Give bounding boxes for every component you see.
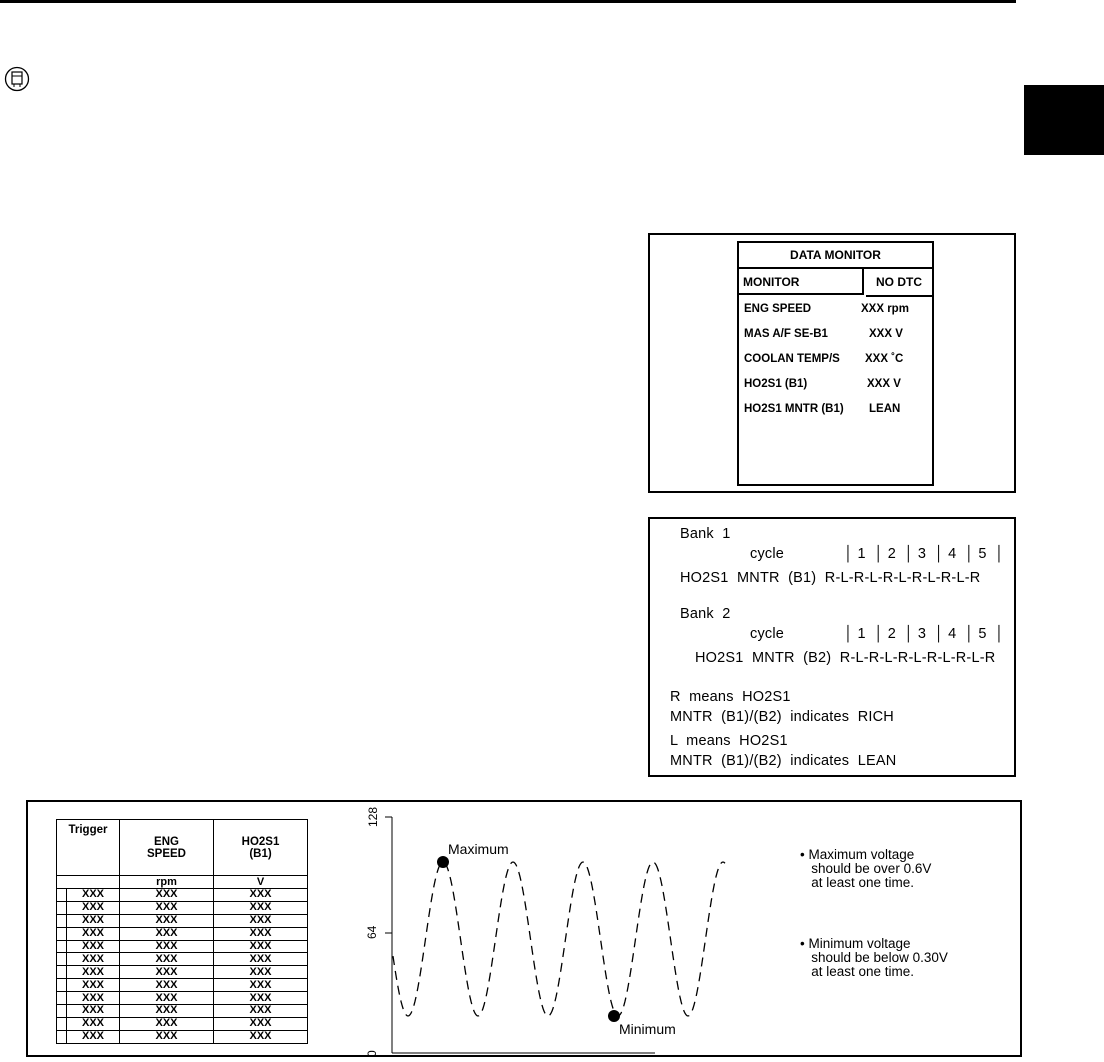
ho2s1-waveform-chart: [355, 805, 655, 1055]
bank2-cycle-label: cycle: [750, 626, 785, 642]
table-cell-ho2s1: XXX: [214, 914, 308, 927]
ho2s1-header: HO2S1 (B1): [214, 820, 308, 876]
table-cell-trigger: XXX: [67, 1005, 120, 1018]
bank2-cycle-numbers: │ 1 │ 2 │ 3 │ 4 │ 5 │: [844, 626, 1005, 642]
table-cell-eng: XXX: [120, 1005, 214, 1018]
y-tick-label-0: 0: [365, 1050, 379, 1057]
data-monitor-title: DATA MONITOR: [739, 243, 932, 269]
monitor-item-value: LEAN: [869, 403, 901, 415]
table-cell-eng: XXX: [120, 940, 214, 953]
table-cell-trigger: XXX: [67, 979, 120, 992]
bank1-mntr-sequence: HO2S1 MNTR (B1) R-L-R-L-R-L-R-L-R-L-R: [680, 570, 981, 586]
section-tab: [1024, 85, 1104, 155]
monitor-item-value: XXX V: [869, 328, 903, 340]
ecm-connector-icon: [4, 66, 30, 92]
table-row-marker: [57, 1005, 67, 1018]
lean-legend-line1: L means HO2S1: [670, 733, 788, 749]
table-cell-ho2s1: XXX: [214, 927, 308, 940]
table-cell-ho2s1: XXX: [214, 889, 308, 902]
table-cell-trigger: XXX: [67, 914, 120, 927]
freeze-frame-table: [56, 819, 308, 1044]
monitor-item-value: XXX rpm: [861, 303, 909, 315]
bank2-mntr-sequence: HO2S1 MNTR (B2) R-L-R-L-R-L-R-L-R-L-R: [695, 650, 996, 666]
table-row: [57, 914, 308, 927]
table-cell-ho2s1: XXX: [214, 901, 308, 914]
maximum-voltage-note: • Maximum voltage should be over 0.6V at least one time.: [800, 847, 932, 890]
table-cell-trigger: XXX: [67, 1030, 120, 1043]
table-row-marker: [57, 940, 67, 953]
table-cell-eng: XXX: [120, 953, 214, 966]
table-cell-ho2s1: XXX: [214, 1017, 308, 1030]
top-rule: [0, 0, 1016, 3]
table-cell-ho2s1: XXX: [214, 953, 308, 966]
bank2-label: Bank 2: [680, 606, 731, 622]
lean-legend-line2: MNTR (B1)/(B2) indicates LEAN: [670, 753, 897, 769]
monitor-header: MONITOR: [739, 269, 864, 295]
table-row: [57, 979, 308, 992]
table-cell-ho2s1: XXX: [214, 1030, 308, 1043]
table-cell-eng: XXX: [120, 979, 214, 992]
table-cell-eng: XXX: [120, 966, 214, 979]
table-row: [57, 1005, 308, 1018]
table-row: [57, 953, 308, 966]
table-cell-trigger: XXX: [67, 966, 120, 979]
bank1-cycle-numbers: │ 1 │ 2 │ 3 │ 4 │ 5 │: [844, 546, 1005, 562]
monitor-item-name: COOLAN TEMP/S: [744, 353, 840, 365]
table-row-marker: [57, 889, 67, 902]
data-monitor-screen: [737, 241, 934, 486]
table-cell-ho2s1: XXX: [214, 966, 308, 979]
table-row: [57, 992, 308, 1005]
table-cell-eng: XXX: [120, 1030, 214, 1043]
no-dtc-header: NO DTC: [866, 269, 932, 297]
y-tick-label-64: 64: [365, 925, 379, 939]
rich-legend-line2: MNTR (B1)/(B2) indicates RICH: [670, 709, 894, 725]
table-cell-eng: XXX: [120, 914, 214, 927]
table-cell-eng: XXX: [120, 889, 214, 902]
table-row-marker: [57, 966, 67, 979]
trigger-unit-cell: [57, 876, 120, 889]
waveform-line-right: [655, 862, 725, 1016]
table-row-marker: [57, 979, 67, 992]
table-cell-ho2s1: XXX: [214, 1005, 308, 1018]
table-cell-eng: XXX: [120, 927, 214, 940]
table-cell-trigger: XXX: [67, 889, 120, 902]
table-row: [57, 889, 308, 902]
table-cell-eng: XXX: [120, 901, 214, 914]
ho2s1-waveform-chart-right: [619, 805, 1025, 1055]
table-cell-ho2s1: XXX: [214, 979, 308, 992]
y-tick-label-128: 128: [366, 806, 380, 827]
bank1-cycle-label: cycle: [750, 546, 785, 562]
table-cell-trigger: XXX: [67, 940, 120, 953]
bank1-label: Bank 1: [680, 526, 731, 542]
table-cell-eng: XXX: [120, 1017, 214, 1030]
monitor-item-value: XXX V: [867, 378, 901, 390]
table-cell-trigger: XXX: [67, 992, 120, 1005]
table-row: [57, 901, 308, 914]
table-row-marker: [57, 1017, 67, 1030]
table-cell-ho2s1: XXX: [214, 992, 308, 1005]
monitor-item-value: XXX ˚C: [865, 353, 904, 365]
bank-cycle-figure: [648, 517, 1016, 777]
table-row-marker: [57, 927, 67, 940]
table-row: [57, 940, 308, 953]
table-cell-trigger: XXX: [67, 953, 120, 966]
table-cell-trigger: XXX: [67, 927, 120, 940]
maximum-point: [437, 856, 449, 868]
table-cell-trigger: XXX: [67, 1017, 120, 1030]
eng-speed-header: ENG SPEED: [120, 820, 214, 876]
table-row-marker: [57, 914, 67, 927]
trigger-header: Trigger: [57, 820, 120, 876]
waveform-line: [393, 862, 655, 1016]
table-row: [57, 1017, 308, 1030]
table-cell-ho2s1: XXX: [214, 940, 308, 953]
table-row: [57, 966, 308, 979]
ho2s1-unit: V: [214, 876, 308, 889]
table-cell-trigger: XXX: [67, 901, 120, 914]
minimum-label: Minimum: [619, 1021, 676, 1037]
minimum-voltage-note: • Minimum voltage should be below 0.30V at least one time.: [800, 936, 948, 979]
monitor-item-name: HO2S1 MNTR (B1): [744, 403, 844, 415]
table-row-marker: [57, 953, 67, 966]
table-row-marker: [57, 1030, 67, 1043]
table-row: [57, 1030, 308, 1043]
monitor-item-name: HO2S1 (B1): [744, 378, 808, 390]
maximum-label: Maximum: [448, 841, 509, 857]
monitor-item-name: ENG SPEED: [744, 303, 812, 315]
table-row: [57, 927, 308, 940]
monitor-item-name: MAS A/F SE-B1: [744, 328, 828, 340]
table-cell-eng: XXX: [120, 992, 214, 1005]
rich-legend-line1: R means HO2S1: [670, 689, 791, 705]
table-row-marker: [57, 992, 67, 1005]
eng-speed-unit: rpm: [120, 876, 214, 889]
table-row-marker: [57, 901, 67, 914]
